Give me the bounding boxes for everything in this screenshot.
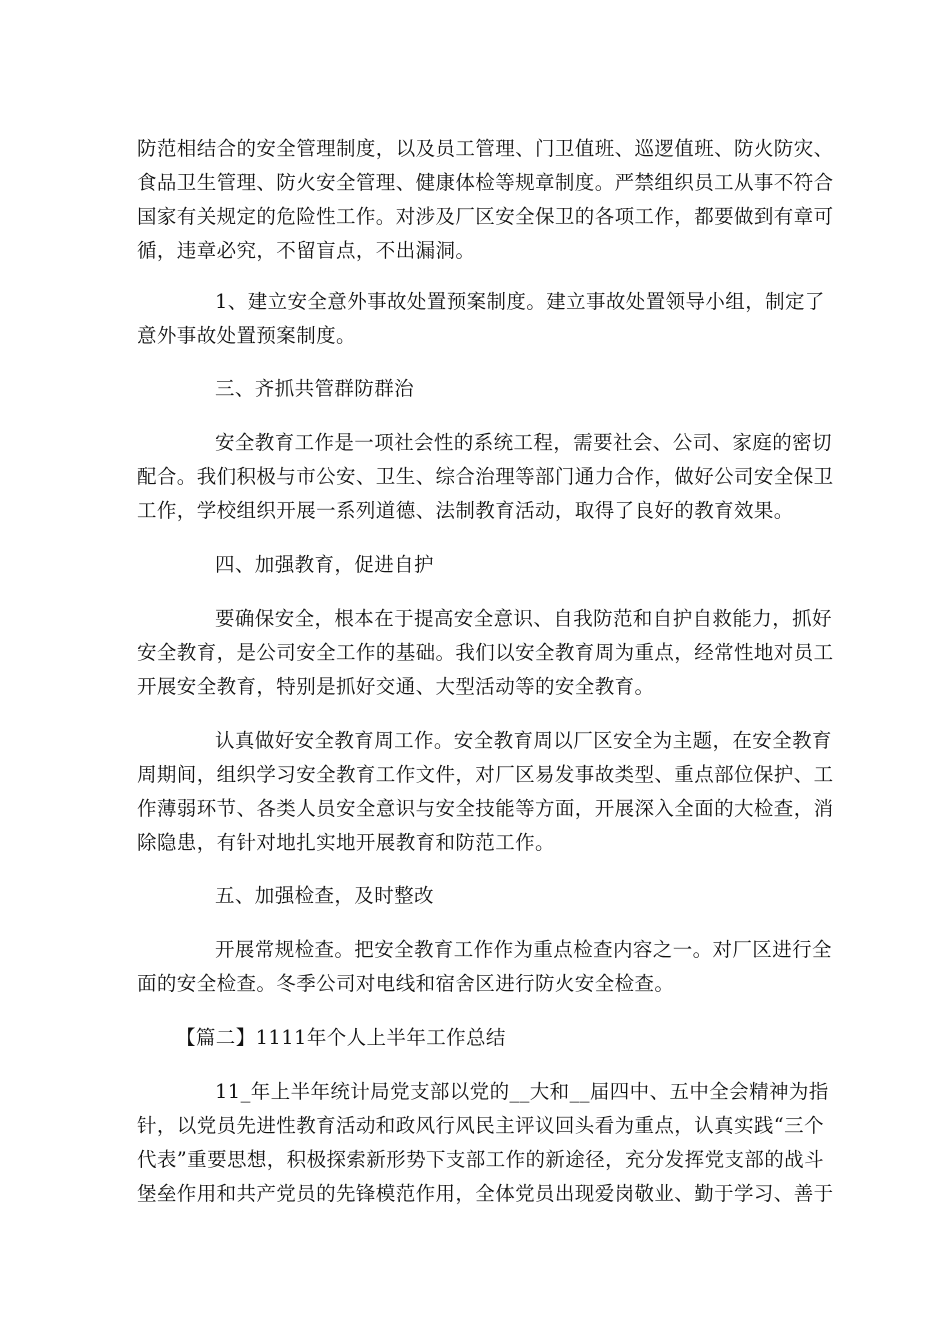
text-line: 代表”重要思想，积极探索新形势下支部工作的新途径，充分发挥党支部的战斗 [137,1148,824,1171]
text-line: 堡垒作用和共产党员的先锋模范作用，全体党员出现爱岗敬业、勤于学习、善于 [137,1182,834,1205]
text-line: 开展常规检查。把安全教育工作作为重点检查内容之一。对厂区进行全 [215,938,832,961]
text-line: 周期间，组织学习安全教育工作文件，对厂区易发事故类型、重点部位保护、工 [137,763,834,786]
text-line: 1、建立安全意外事故处置预案制度。建立事故处置领导小组，制定了 [215,290,825,313]
text-line: 国家有关规定的危险性工作。对涉及厂区安全保卫的各项工作，都要做到有章可 [137,205,834,228]
section-heading-4: 四、加强教育，促进自护 [215,553,434,576]
text-line: 安全教育，是公司安全工作的基础。我们以安全教育周为重点，经常性地对员工 [137,641,834,664]
section-heading-5: 五、加强检查，及时整改 [215,884,434,907]
text-line: 安全教育工作是一项社会性的系统工程，需要社会、公司、家庭的密切 [215,431,832,454]
text-line: 配合。我们积极与市公安、卫生、综合治理等部门通力合作，做好公司安全保卫 [137,465,834,488]
text-line: 认真做好安全教育周工作。安全教育周以厂区安全为主题，在安全教育 [215,729,832,752]
text-line: 防范相结合的安全管理制度，以及员工管理、门卫值班、巡逻值班、防火防灾、 [137,137,834,160]
text-line: 要确保安全，根本在于提高安全意识、自我防范和自护自救能力，抓好 [215,607,832,630]
text-line: 食品卫生管理、防火安全管理、健康体检等规章制度。严禁组织员工从事不符合 [137,171,834,194]
text-line: 针，以党员先进性教育活动和政风行风民主评议回头看为重点，认真实践“三个 [137,1114,824,1137]
text-line: 开展安全教育，特别是抓好交通、大型活动等的安全教育。 [137,675,655,698]
text-line: 11_年上半年统计局党支部以党的__大和__届四中、五中全会精神为指 [215,1080,829,1103]
section-heading-3: 三、齐抓共管群防群治 [215,377,415,400]
text-line: 意外事故处置预案制度。 [137,324,356,347]
text-line: 面的安全检查。冬季公司对电线和宿舍区进行防火安全检查。 [137,972,675,995]
text-line: 循，违章必究，不留盲点，不出漏洞。 [137,239,476,262]
text-line: 工作，学校组织开展一系列道德、法制教育活动，取得了良好的教育效果。 [137,499,794,522]
section-2-title: 【篇二】1111年个人上半年工作总结 [176,1026,506,1049]
text-line: 作薄弱环节、各类人员安全意识与安全技能等方面，开展深入全面的大检查，消 [137,797,834,820]
text-line: 除隐患，有针对地扎实地开展教育和防范工作。 [137,831,555,854]
